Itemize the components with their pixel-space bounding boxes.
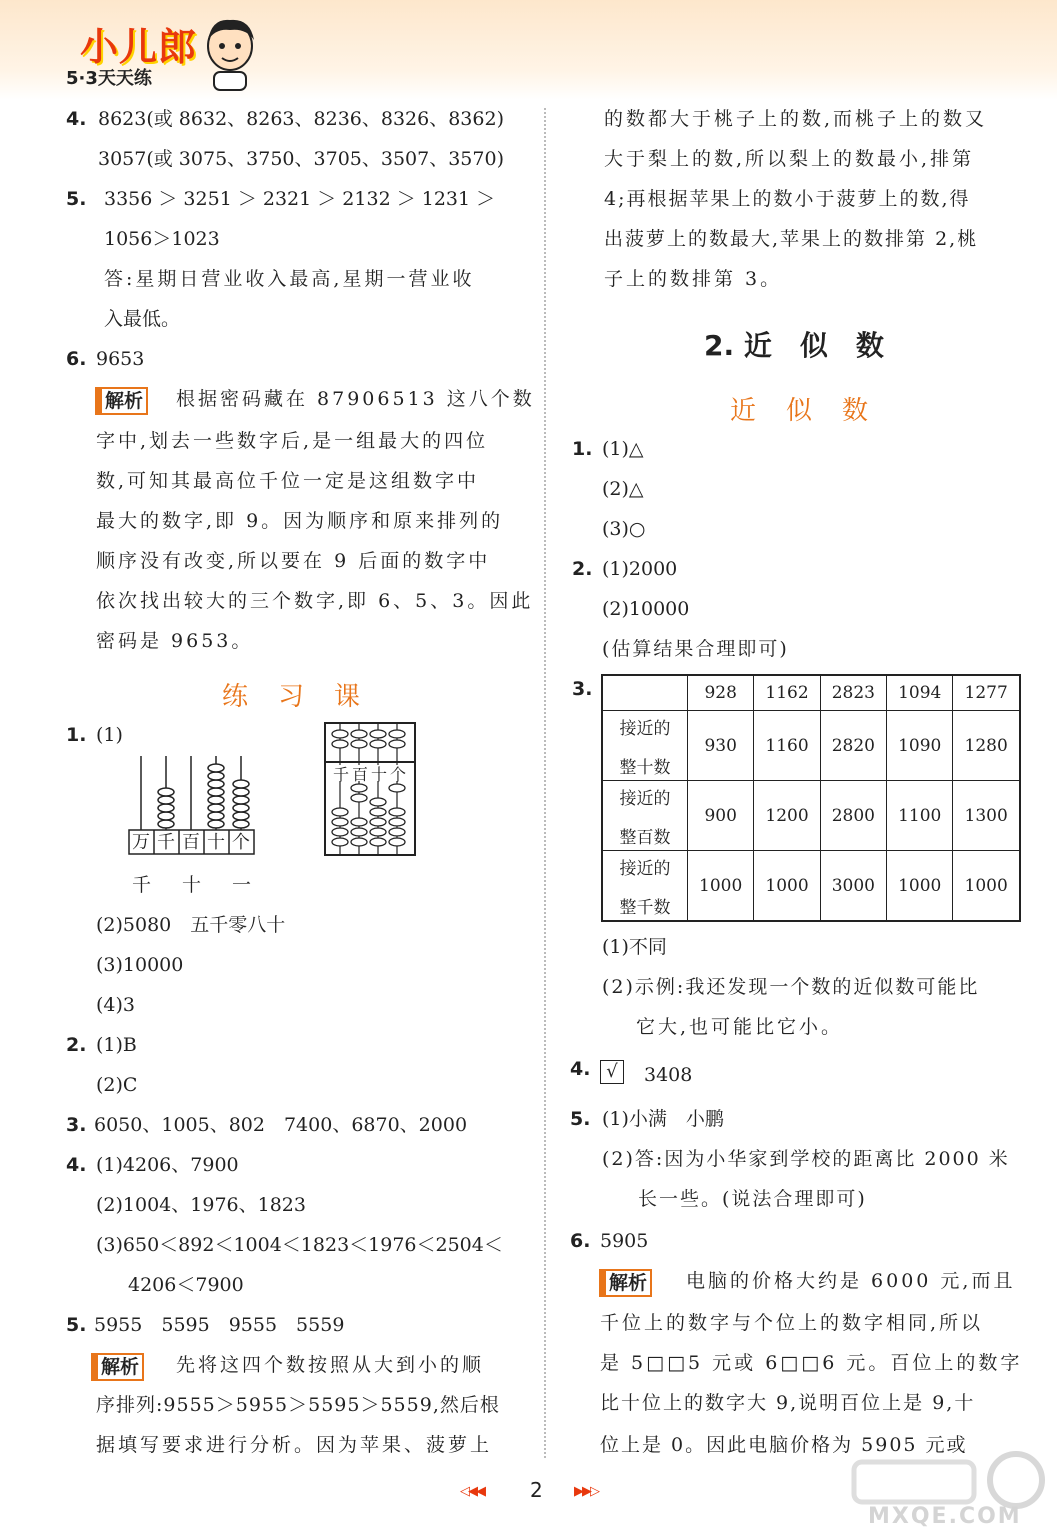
q6-expl6: 依次找出较大的三个数字,即 6、5、3。因此 — [96, 590, 534, 612]
p1-part1: (1) — [96, 724, 123, 746]
analysis-tag-2: 解析 — [96, 1353, 144, 1381]
row-label-line1: 接近的 — [619, 858, 671, 879]
r-q6-expl4: 比十位上的数字大 9,说明百位上是 9,十 — [600, 1392, 976, 1414]
abacus2-label-1: 百 — [352, 765, 369, 784]
p1-under-labels: 千 十 一 — [132, 874, 258, 896]
table-cell: 1000 — [688, 851, 754, 922]
row-label-line1: 接近的 — [619, 788, 671, 809]
r-q1-part2: (2)△ — [602, 478, 644, 500]
p4-part3-cont: 4206＜7900 — [128, 1274, 244, 1296]
row-label-line2: 整百数 — [619, 827, 671, 848]
p5-number: 5. — [66, 1314, 87, 1336]
table-cell: 2820 — [820, 711, 886, 781]
abacus2-label-3: 个 — [390, 765, 407, 784]
table-cell: 1000 — [887, 851, 953, 922]
table-row-label — [602, 851, 688, 922]
r-q2-note: (估算结果合理即可) — [602, 638, 789, 660]
brand-logo — [62, 14, 262, 94]
r-q5-number: 5. — [570, 1108, 591, 1130]
abacus1-label-2: 百 — [182, 832, 200, 853]
p1-number: 1. — [66, 724, 87, 746]
q5-number: 5. — [66, 188, 87, 210]
table-row-label — [602, 781, 688, 851]
r-q3-part1: (1)不同 — [602, 936, 667, 958]
table-header-cell: 1162 — [754, 675, 820, 711]
cont-line5: 子上的数排第 3。 — [604, 268, 783, 290]
p5-expl1: 先将这四个数按照从大到小的顺 — [176, 1354, 485, 1376]
table-row — [602, 851, 1020, 922]
cont-line3: 4;再根据苹果上的数小于菠萝上的数,得 — [604, 188, 971, 210]
table-cell: 2800 — [820, 781, 886, 851]
analysis-tag: 解析 — [100, 387, 148, 415]
cont-line4: 出菠萝上的数最大,苹果上的数排第 2,桃 — [604, 228, 979, 250]
p3-number: 3. — [66, 1114, 87, 1136]
p5-expl3: 据填写要求进行分析。因为苹果、菠萝上 — [96, 1434, 493, 1456]
p1-part2: (2)5080 五千零八十 — [96, 914, 286, 936]
table-cell: 1280 — [953, 711, 1020, 781]
section-title-approx: 近似数 — [730, 396, 899, 426]
abacus1-label-0: 万 — [132, 832, 150, 853]
q5-line2: 1056＞1023 — [104, 228, 220, 250]
abacus1-label-3: 十 — [207, 832, 225, 853]
table-header-cell: 1094 — [887, 675, 953, 711]
r-q5-part2: (2)答:因为小华家到学校的距离比 2000 米 — [602, 1148, 1010, 1170]
table-header-cell: 928 — [688, 675, 754, 711]
table-cell: 900 — [688, 781, 754, 851]
r-q6-number: 6. — [570, 1230, 591, 1252]
r-q2-part1: (1)2000 — [602, 558, 678, 580]
table-header-cell — [602, 675, 688, 711]
q5-line1: 3356 ＞ 3251 ＞ 2321 ＞ 2132 ＞ 1231 ＞ — [104, 188, 496, 210]
analysis-tag-3: 解析 — [604, 1269, 652, 1297]
approx-table — [601, 674, 1021, 922]
watermark-text: MXQE.COM — [868, 1504, 1022, 1529]
table-cell: 1090 — [887, 711, 953, 781]
r-q4-number: 4. — [570, 1058, 591, 1080]
table-header-cell: 1277 — [953, 675, 1020, 711]
q6-expl7: 密码是 9653。 — [96, 630, 254, 652]
r-q6-expl2: 千位上的数字与个位上的数字相同,所以 — [600, 1312, 984, 1334]
abacus1-label-4: 个 — [232, 832, 250, 853]
p1-part4: (4)3 — [96, 994, 136, 1016]
p4-part3: (3)650＜892＜1004＜1823＜1976＜2504＜ — [96, 1234, 503, 1256]
r-q3-number: 3. — [572, 678, 593, 700]
table-row — [602, 711, 1020, 781]
table-row — [602, 781, 1020, 851]
table-cell: 1300 — [953, 781, 1020, 851]
r-q1-number: 1. — [572, 438, 593, 460]
chapter-title: 2. 近 似 数 — [704, 329, 884, 362]
q6-number: 6. — [66, 348, 87, 370]
table-cell: 3000 — [820, 851, 886, 922]
cont-line1: 的数都大于桃子上的数,而桃子上的数又 — [604, 108, 988, 130]
p4-number: 4. — [66, 1154, 87, 1176]
table-cell: 1000 — [953, 851, 1020, 922]
p3-answer: 6050、1005、802 7400、6870、2000 — [94, 1114, 468, 1136]
r-q2-part2: (2)10000 — [602, 598, 690, 620]
q6-expl5: 顺序没有改变,所以要在 9 后面的数字中 — [96, 550, 491, 572]
mascot-icon — [202, 16, 258, 92]
q4-line2: 3057(或 3075、3750、3705、3507、3570) — [98, 148, 504, 170]
r-q4-answer: 3408 — [644, 1064, 693, 1086]
q6-expl1: 根据密码藏在 87906513 这八个数 — [176, 388, 535, 410]
column-divider — [544, 108, 546, 1458]
r-q5-part2-cont: 长一些。(说法合理即可) — [638, 1188, 867, 1210]
q6-expl3: 数,可知其最高位千位一定是这组数字中 — [96, 470, 480, 492]
prev-arrows-icon: ◁◀◀ — [460, 1484, 484, 1499]
q6-expl2: 字中,划去一些数字后,是一组最大的四位 — [96, 430, 489, 452]
p1-part3: (3)10000 — [96, 954, 184, 976]
r-q1-part1: (1)△ — [602, 438, 644, 460]
q6-expl4: 最大的数字,即 9。因为顺序和原来排列的 — [96, 510, 504, 532]
logo-subtitle: 5·3天天练 — [66, 68, 152, 89]
logo-title: 小儿郎 — [80, 25, 198, 69]
r-q2-number: 2. — [572, 558, 593, 580]
cont-line2: 大于梨上的数,所以梨上的数最小,排第 — [604, 148, 975, 170]
q4-line1: 8623(或 8632、8263、8236、8326、8362) — [98, 108, 504, 130]
table-header-row — [602, 675, 1020, 711]
p2-part2: (2)C — [96, 1074, 138, 1096]
table-row-label — [602, 711, 688, 781]
table-cell: 1100 — [887, 781, 953, 851]
table-cell: 1160 — [754, 711, 820, 781]
row-label-line2: 整千数 — [619, 897, 671, 918]
next-arrows-icon: ▶▶▷ — [574, 1484, 598, 1499]
p2-part1: (1)B — [96, 1034, 137, 1056]
p2-number: 2. — [66, 1034, 87, 1056]
table-header-cell: 2823 — [820, 675, 886, 711]
q4-number: 4. — [66, 108, 87, 130]
p5-answer: 5955 5595 9555 5559 — [94, 1314, 345, 1336]
table-cell: 1200 — [754, 781, 820, 851]
r-q6-expl3: 是 5□□5 元或 6□□6 元。百位上的数字 — [600, 1352, 1023, 1374]
r-q3-part2: (2)示例:我还发现一个数的近似数可能比 — [602, 976, 980, 998]
section-title-practice: 练习课 — [222, 682, 391, 712]
r-q6-expl1: 电脑的价格大约是 6000 元,而且 — [686, 1270, 1016, 1292]
r-q5-part1: (1)小满 小鹏 — [602, 1108, 724, 1130]
page-number: 2 — [530, 1478, 543, 1502]
checkmark-box-icon: √ — [600, 1060, 624, 1084]
abacus2-label-0: 千 — [333, 765, 350, 784]
p4-part2: (2)1004、1976、1823 — [96, 1194, 306, 1216]
abacus-drawing-2 — [324, 722, 416, 856]
q5-line3: 答:星期日营业收入最高,星期一营业收 — [104, 268, 475, 290]
table-cell: 1000 — [754, 851, 820, 922]
p4-part1: (1)4206、7900 — [96, 1154, 239, 1176]
row-label-line1: 接近的 — [619, 718, 671, 739]
r-q6-expl5: 位上是 0。因此电脑价格为 5905 元或 — [600, 1434, 968, 1456]
p5-expl2: 序排列:9555＞5955＞5595＞5559,然后根 — [96, 1394, 500, 1416]
q5-line4: 入最低。 — [104, 308, 181, 330]
r-q6-answer: 5905 — [600, 1230, 649, 1252]
abacus1-label-1: 千 — [157, 832, 175, 853]
abacus2-label-2: 十 — [371, 765, 388, 784]
q6-answer: 9653 — [96, 348, 145, 370]
r-q1-part3: (3)○ — [602, 518, 646, 540]
table-cell: 930 — [688, 711, 754, 781]
r-q3-part2-cont: 它大,也可能比它小。 — [636, 1016, 844, 1038]
row-label-line2: 整十数 — [619, 757, 671, 778]
